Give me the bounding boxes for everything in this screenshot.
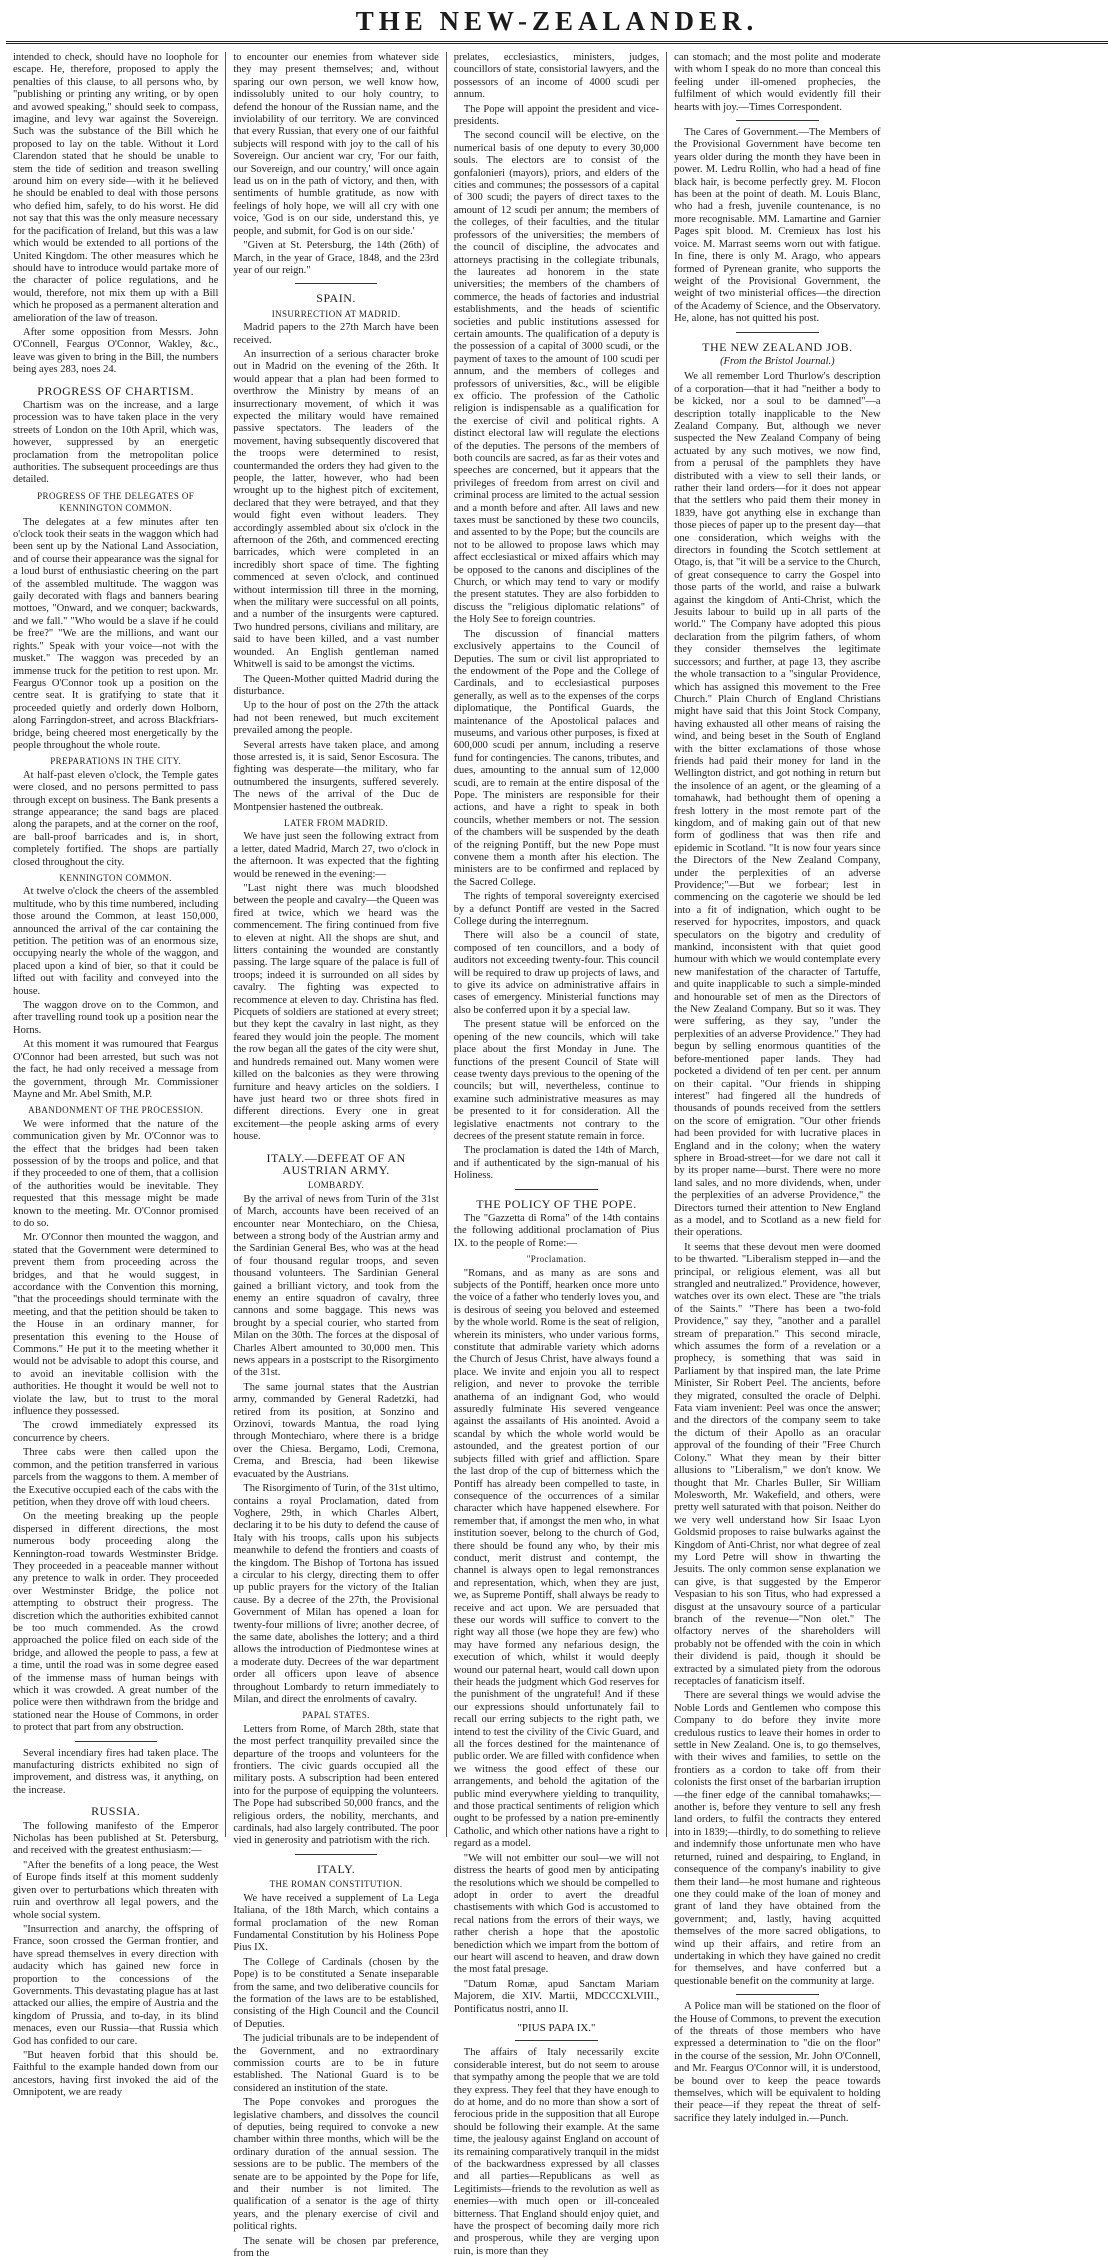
paragraph: We all remember Lord Thurlow's description of a corporation—that it had "neither a body to be kicked, nor a soul to be damned"—a description totally inapplicable to the New Zealand Company. But, although we never suspected the New Zealand Company of being actuated by any such motives, we now find, from a perusal of the pamphlets they have distributed with a view to sell their lands, or rather their land orders—for it does not appear that the settlers who paid them their money in 1839, have got anything else in exchange than those pieces of paper up to the present day—that one consideration, which weighs with the directors in founding the Scotch settlement at Otago, is, that "it will be a service to the Church, of great consequence to carry the Gospel into those parts of the world, and raise a bulwark against the kingdom of Anti-Christ, which the Jesuits labour to build up in all parts of the world." The Company have adopted this pious declaration from the pilgrim fathers, of whom they consider themselves the legitimate successors; and further, at page 13, they ascribe the whole transaction to a "singular Providence, which has assigned this movement to the Free Church." Plain Church of England Christians might have said that this Joint Stock Company, having exhausted all other means of raising the wind, and being beset in the South of England with the bitter exclamations of those whose friends had paid their money for land in the Wellington district, and got nothing in return but the insolence of an agent, or the gleaming of a tomahawk, had bethought them of opening a fresh lottery in the most remote part of the kingdom, and of making gain out of that new form of godliness that was then rife and epidemic in Scotland. "It is now four years since the Directors of the New Zealand Company, under the perplexities of an adverse Providence;"—But we forbear; lest in commencing on the cagoterie we should be led into a fit of indignation, which ought to be reserved for hypocrites, impostors, and quack speculators on the bigotry and credulity of mankind, inconsistent with that quiet good humour with which we would contemplate every new manifestation of the character of Tartuffe, and quite inapplicable to such a simple-minded and honourable set of men as the Directors of the New Zealand Company. But so it was. They were suffering, as they say, "under the perplexities of an adverse Providence." They had begun by selling enormous quantities of the before-mentioned paper lands. They had pocketed a dividend of ten per cent. per annum on their capital. "Our friends in shipping interest" had fingered all the hundreds of thousands of pounds received from the settlers on the score of emigration. "Our other friends had been provided for with lucrative places in England and in the colony; when the watery sphere in Broad-street—for we dare not call it by its proper name—burst. There were no more land sales, and no more dividends, when, under the perplexities of an adverse Providence," the Directors turned their attention to New England as a model, and to Scotland as a new field for their operations. — [674, 371, 881, 1239]
subheading: INSURRECTION AT MADRID. — [271, 308, 401, 319]
subheading: LOMBARDY. — [307, 1180, 365, 1191]
paragraph: We were informed that the nature of the communication given by Mr. O'Connor was to the effect that the bridges had been taken possession of by the troops and police, and that if they proceeded to one of them, that a collision of the authorities would be inevitable. They requested that this message might be made known to the meeting. Mr. O'Connor promised to do so. — [13, 1118, 219, 1229]
columns — [6, 52, 1108, 2260]
section-heading: ITALY. — [316, 1861, 356, 1876]
paragraph: The Risorgimento of Turin, of the 31st ultimo, contains a royal Proclamation, dated from Voghere, 29th, in which Charles Albert, declaring it to be his duty to defend the cause of Italy with his troops, calls upon his subjects meanwhile to defend the frontiers and coasts of the kingdom. The Bishop of Tortona has issued a circular to his clergy, directing them to offer up public prayers for the victory of the Italian cause. By a decree of the 27th, the Provisional Government of Milan has opened a loan for twenty-four millions of livre; another decree, of the same date, abolishes the lottery; and a third allows the introduction of Piedmontese wines at a moderate duty. Decrees of the war department order all officers upon leave of absence throughout Lombardy to return immediately to Milan, and direct the enrolments of cavalry. — [233, 1483, 439, 1705]
subheading: "Proclamation. — [526, 1254, 587, 1265]
divider — [736, 332, 819, 333]
paragraph: "Given at St. Petersburg, the 14th (26th) of March, in the year of Grace, 1848, and the 23rd year of our reign." — [233, 240, 439, 276]
paragraph: "But heaven forbid that this should be. Faithful to the example handed down from our ancestors, having first invoked the aid of the Omnipotent, we are ready — [13, 2049, 219, 2099]
paragraph: Madrid papers to the 27th March have been received. — [233, 322, 439, 346]
paragraph: At twelve o'clock the cheers of the assembled multitude, who by this time numbered, including those around the Common, at least 150,000, announced the arrival of the car containing the petition. The petition was of an enormous size, occupying nearly the whole of the waggon, and placed upon a kind of bier, so that it could be lifted out with facility and conveyed into the house. — [13, 886, 219, 997]
paragraph: At half-past eleven o'clock, the Temple gates were closed, and no persons permitted to pass through except on business. The Bank presents a strange appearance; the sand bags are placed along the parapets, and at the corner on the roof, are ball-proof barricades and is, in short, completely fortified. The shops are partially closed throughout the city. — [13, 769, 219, 868]
subheading: ABANDONMENT OF THE PROCESSION. — [28, 1105, 204, 1116]
paragraph: The Queen-Mother quitted Madrid during the disturbance. — [233, 673, 439, 697]
paragraph: "We will not embitter our soul—we will not distress the hearts of good men by anticipating the resolutions which we should be compelled to adopt in order to avert the dreadful chastisements with which God is accustomed to recal nations from the errors of their ways, we rather cherish a hope that the apostolic benediction which we impart from the bottom of our heart will ascend to heaven, and draw down the most fatal presage. — [453, 1852, 660, 1976]
section-heading: ITALY.—DEFEAT OF AN AUSTRIAN ARMY. — [266, 1150, 406, 1177]
subheading: KENNINGTON COMMON. — [59, 873, 172, 883]
paragraph: Mr. O'Connor then mounted the waggon, and stated that the Government were determined to prevent them from proceeding across the bridges, and that he would suggest, in accordance with the Convention this morning, "that the proceedings should terminate with the meeting, and that the petition should be taken to the House in an ordinary manner, for presentation this evening to the House of Commons." He put it to the meeting whether it would not be advisable to adopt this course, and to avoid an inevitable collision with the authorities. He thought it would be well not to violate the law, but to trust to the moral influence they possessed. — [13, 1232, 219, 1418]
section-heading: THE NEW ZEALAND JOB. — [702, 339, 853, 354]
paragraph: Three cabs were then called upon the common, and the petition transferred in various parcels from the waggons to them. A member of the Executive occupied each of the cabs with the petition, when they drove off with loud cheers. — [13, 1447, 219, 1508]
divider — [515, 2040, 597, 2041]
paragraph: "Romans, and as many as are sons and subjects of the Pontiff, hearken once more unto the voice of a father who tenderly loves you, and is desirous of seeing you beloved and esteemed by the whole world. Rome is the seat of religion, wherein its ministers, who under various forms, constitute that admirable variety which adorns the Church of Jesus Christ, have always found a place. We invite and enjoin you all to respect religion, and never to provoke the terrible anathema of an indignant God, who would assuredly fulminate His severed vengeance against the assailants of His anointed. Avoid a scandal by which the whole world would be astounded, and the greatest portion of our subjects filled with grief and affliction. Spare the last drop of the cup of bitterness which the Pontiff has already been compelled to taste, in consequence of the occurrences of a similar character which have happened elsewhere. For remember that, if amongst the men who, in what institution soever, belong to the church of God, there should be found any who, by their mis conduct, merit distrust and contempt, the channel is always open to legal remonstrances and representation, which, when they are just, we, as Supreme Pontiff, shall always be ready to receive and act upon. We are persuaded that these our words will suffice to convert to the right way all those (we hope they are few) who may have formed any nefarious design, the execution of which, whilst it would deeply wound our paternal heart, would call down upon their heads the judgment which God reserves for the punishment of the ungrateful! And if these our expressions should unfortunately fail to recall our erring subjects to the right path, we intend to test the civility of the Civic Guard, and all the forces destined for the maintenance of public order. We are filled with confidence when we witness the good effect of these our arrangements, and behold the agitation of the public mind everywhere yielding to tranquility, and those practical sentiments of religion which ought to be professed by a nation pre-eminently Catholic, and which other nations have a right to regard as a model. — [453, 1267, 660, 1850]
paragraph: The crowd immediately expressed its concurrence by cheers. — [13, 1420, 219, 1444]
paragraph: Up to the hour of post on the 27th the attack had not been renewed, but much excitement prevailed among the people. — [233, 700, 439, 737]
subheading: PROGRESS OF THE DELEGATES OF KENNINGTON COMMON. — [37, 490, 195, 514]
paragraph: On the meeting breaking up the people dispersed in different directions, the most numerous body proceeding along the Kennington-road towards Westminster Bridge. They proceeded in a peaceable manner without any pretence to walk in order. They proceeded over Westminster Bridge, the police not attempting to obstruct their progress. The discretion which the authorities exhibited cannot be too much commended. As the crowd approached the police filed on each side of the bridge, and allowed the people to pass, a few at a time, until the road was in some degree eased of the immense mass of human beings with which it was crowded. A great number of the police were then withdrawn from the bridge and stationed near the House of Commons, in order to protect that part from any obstruction. — [13, 1511, 219, 1734]
subheading: LATER FROM MADRID. — [284, 817, 389, 828]
paragraph: The waggon drove on to the Common, and after travelling round took up a position near the Horns. — [13, 1000, 219, 1036]
paragraph: After some opposition from Messrs. John O'Connell, Feargus O'Connor, Wakley, &c., leave was given to bring in the Bill, the numbers being ayes 283, noes 24. — [13, 326, 219, 376]
paragraph: The Pope will appoint the president and vice-presidents. — [453, 103, 660, 128]
paragraph: The delegates at a few minutes after ten o'clock took their seats in the waggon which had been sent up by the National Land Association, and of course their appearance was the signal for a loud burst of enthusiastic cheering on the part of the assembled multitude. The waggon was gaily decorated with flags and banners bearing mottoes, "Onward, and we conquer; backwards, and we fall." "Who would be a slave if he could be free?" "We are the millions, and want our rights." Speak with your voice—not with the musket." The waggon was preceded by an immense truck for the petition to rest upon. Mr. Feargus O'Connor took up a position on the centre seat. It is gratifying to state that it proceeded quietly and orderly down Holborn, along Farringdon-street, and across Blackfriars-bridge, being cheered most energetically by the people throughout the whole route. — [13, 516, 219, 751]
paragraph: By the arrival of news from Turin of the 31st of March, accounts have been received of an encounter near Montechiaro, on the Chiesa, between a strong body of the Austrian army and the Sardinian General Bes, who was at the head of four thousand regular troops, and seven thousand volunteers. The Sardinian General gained a brilliant victory, and took from the enemy an entire squadron of cavalry, three cannons and some baggage. This news was brought by a special courier, who started from Milan on the 30th. The forces at the disposal of Charles Albert amounted to 30,000 men. This news appears in a postscript to the Risorgimento of the 31st. — [233, 1193, 439, 1379]
subheading: PREPARATIONS IN THE CITY. — [50, 756, 182, 767]
paragraph: intended to check, should have no loophole for escape. He, therefore, proposed to apply the penalties of this clause, to all persons who, by "publishing or printing any writing, or by open and avowed speaking," should seek to compass, imagine, and levy war against the Sovereign. Such was the substance of the Bill which he proposed to lay on the table. Without it Lord Clarendon stated that he should be unable to stem the tide of sedition and treason swelling around him on every side—with it he believed he should be enabled to deal with those persons who defied him, safely, to do his worst. He did not say that this was the only measure necessary for the pacification of Ireland, but this was a law which would be extended to all portions of the United Kingdom. The other measures which he should have to introduce would partake more of the character of police regulations, and he would, therefore, not mix them up with a Bill which he proposed as a permanent alteration and amelioration of the law of treason. — [13, 52, 219, 324]
paragraph: Several incendiary fires had taken place. The manufacturing districts exhibited no sign of improvement, and distress was, it anything, on the increase. — [13, 1747, 219, 1796]
paragraph: The judicial tribunals are to be independent of the Government, and no extraordinary commission courts are to be in future established. The National Guard is to be considered an institution of the state. — [233, 2033, 439, 2094]
paragraph: "Insurrection and anarchy, the offspring of France, soon crossed the German frontier, and have spread themselves in every direction with audacity which has gained new force in proportion to the concessions of the Governments. This devastating plague has at last attacked our allies, the empire of Austria and the kingdom of Prussia, and to-day, in its blind menaces, even our Russia—that Russia which God has confided to our care. — [13, 1923, 219, 2047]
subheading: PAPAL STATES. — [302, 1710, 370, 1721]
paragraph: The "Gazzetta di Roma" of the 14th contains the following additional proclamation of Pius IX. to the people of Rome:— — [453, 1212, 660, 1249]
divider — [736, 1994, 819, 1995]
paragraph: "After the benefits of a long peace, the West of Europe finds itself at this moment suddenly given over to perturbations which threaten with ruin and overthrow all legal powers, and the whole social system. — [13, 1859, 219, 1921]
paragraph: Several arrests have taken place, and among those arrested is, it is said, Senor Escosura. The fighting was desperate—the military, who far outnumbered the insurgents, suffered severely. The news of the arrival of the Duc de Montpensier hastened the outbreak. — [233, 739, 439, 813]
paragraph: The present statue will be enforced on the opening of the new councils, which will take place about the first Monday in June. The functions of the present Council of State will cease twenty days previous to the opening of the councils; but will, nevertheless, continue to examine such administrative measures as may be presented to it for consideration. All the legislative enactments not contrary to the decrees of the present statute remain in force. — [453, 1019, 660, 1142]
source-note: (From the Bristol Journal.) — [720, 355, 835, 367]
paragraph: The College of Cardinals (chosen by the Pope) is to be constituted a Senate inseparable from the same, and two deliberative councils for the formation of the laws are to be established, consisting of the High Council and the Council of Deputies. — [233, 1956, 439, 2030]
column-3 — [447, 52, 667, 2257]
column-2 — [226, 52, 446, 2260]
paragraph: There will also be a council of state, composed of ten councillors, and a body of auditors not exceeding twenty-four. This council will be required to draw up projects of laws, and to give its advice on administrative affairs in cases of emergency. Ministerial functions may also be conferred upon it by a special law. — [453, 930, 660, 1016]
section-heading: PROGRESS OF CHARTISM. — [37, 383, 195, 398]
paragraph: Letters from Rome, of March 28th, state that the most perfect tranquility prevailed since the departure of the troops and volunteers for the frontiers. The civic guards occupied all the military posts. A subscription had been entered into for the purpose of equipping the volunteers. The Pope had subscribed 50,000 francs, and the religious orders, the nobility, merchants, and cardinals, had also largely contributed. The poor vied in generosity and patriotism with the rich. — [233, 1723, 439, 1847]
paragraph: The affairs of Italy necessarily excite considerable interest, but do not seem to arouse that sympathy among the people that we are told they express. They feel that they have enough to do at home, and do no more than show a sort of ferocious pride in the supposition that all Europe should be following their example. At the same time, the jealousy against England on account of its remaining comparatively tranquil in the midst of the backwardness expressed by all classes and all parties—Republicans as well as Legitimists—friends to the revolution as well as enemies—with much open or ill-concealed bitterness. That England should enjoy quiet, and have the prospect of becoming daily more rich and prosperous, while they are verging upon ruin, is more than they — [453, 2047, 660, 2257]
paragraph: The following manifesto of the Emperor Nicholas has been published at St. Petersburg, and received with the greatest enthusiasm:— — [13, 1820, 219, 1857]
divider — [736, 120, 819, 121]
paragraph: There are several things we would advise the Noble Lords and Gentlemen who compose this Company to do before they invite more credulous rustics to leave their homes in order to settle in New Zealand. One is, to go themselves, with their wives and families, to settle on the frontiers as a cordon to take off from their colonists the first onset of the barbarian irruption—the finer edge of the cannibal tomahawks;—another is, before they venture to sell any fresh land orders, to fulfil the contracts they entered into in 1839;—thirdly, to do something to relieve and indemnify those unfortunate men who have returned, ruined and despairing, to England, in consequence of the company's inability to give them their land—he most humane and righteous one they could make of the loan of money and grant of land they have obtained from the government; and, lastly, having acquitted themselves of the more sacred obligations, to wind up their affairs, and retire from an undertaking in which they have gained no credit for themselves, and have conferred but a questionable benefit on the community at large. — [674, 1690, 881, 1987]
paragraph: "Last night there was much bloodshed between the people and cavalry—the Queen was fired at twice, which we heard was the commencement. The firing continued from five to eleven at night. All the shops are shut, and litters containing the wounded are constantly passing. The large square of the palace is full of troops; indeed it is surrounded on all sides by cavalry. The fighting was expected to recommence at eleven to day. Christina has fled. Picquets of soldiers are stationed at every street; but they kept the cavalry in last night, as they feared they would join the people. The moment the row began all the gates of the city were shut, and hundreds remained out. Many women were killed on the balconies as they were throwing furniture and heavy articles on the soldiers. I have just heard two or three shots fired in different directions. Every one in great excitement—the people asking arms of every house. — [233, 883, 439, 1143]
paragraph: "Datum Romæ, apud Sanctam Mariam Majorem, die XIV. Martii, MDCCCXLVIII., Pontificatus nostri, anno II. — [453, 1978, 660, 2015]
divider — [295, 1854, 377, 1855]
signature-line: "PIUS PAPA IX." — [517, 2021, 596, 2034]
subheading: THE ROMAN CONSTITUTION. — [269, 1879, 403, 1890]
paragraph: The same journal states that the Austrian army, commanded by General Radetzki, had retired from its position, at Sonzino and Orzinovi, towards Mantua, the road lying through Montechiaro, where there is a bridge over the Chiesa. Bergamo, Lodi, Cremona, Crema, and Brescia, had been likewise evacuated by the Austrians. — [233, 1381, 439, 1480]
paragraph: can stomach; and the most polite and moderate with whom I speak do no more than conceal this feeling under ill-omened prophecies, the fulfilment of which would evidently fill their hearts with joy.—Times Correspondent. — [674, 52, 881, 113]
section-heading: SPAIN. — [316, 291, 356, 306]
paragraph: The proclamation is dated the 14th of March, and if authenticated by the sign-manual of his Holiness. — [453, 1145, 660, 1182]
paragraph: The rights of temporal sovereignty exercised by a defunct Pontiff are vested in the Sacred College during the interregnum. — [453, 891, 660, 928]
paragraph: The Cares of Government.—The Members of the Provisional Government have become ten years older during the month they have been in power. M. Ledru Rollin, who had a head of fine black hair, is become perfectly grey. M. Flocon has been at the point of death. M. Louis Blanc, who had a fresh, juvenile countenance, is no more recognisable. MM. Lamartine and Garnier Pages spit blood. M. Cremieux has lost his voice. M. Marrast seems worn out with fatigue. In fine, there is only M. Arago, who appears formed of Pyrenean granite, who supports the weight of the Provisional Government, the weight of two ministerial offices—the direction of the Academy of Science, and the Observatory. He, alone, has not quitted his post. — [674, 127, 881, 325]
paragraph: Chartism was on the increase, and a large procession was to have taken place in the very streets of London on the 10th April, which was, however, suppressed by an energetic proclamation from the metropolitan police authorities. The subsequent proceedings are thus detailed. — [13, 399, 219, 486]
section-heading: RUSSIA. — [91, 1804, 141, 1819]
paragraph: to encounter our enemies from whatever side they may present themselves; and, without sparing our own person, we well know how, indissolubly united to our holy country, to defend the honour of the Russian name, and the inviolability of our territory. We are convinced that every Russian, that every one of our faithful subjects will respond with joy to the call of his Sovereign. Our ancient war cry, 'For our faith, our Sovereign, and our country,' will once again lead us on in the path of victory, and then, with sentiments of humble gratitude, as now with feelings of holy hope, we will all cry with one voice, 'God is on our side, understand this, ye people, and submit, for God is on our side.' — [233, 52, 439, 237]
section-heading: THE POLICY OF THE POPE. — [476, 1196, 637, 1211]
paragraph: At this moment it was rumoured that Feargus O'Connor had been arrested, but such was not the fact, he had only received a message from the government, through Mr. Commissioner Mayne and Mr. Abel Smith, M.P. — [13, 1039, 219, 1100]
column-4 — [667, 52, 887, 2124]
paragraph: prelates, ecclesiastics, ministers, judges, councillors of state, consistorial lawyers, and the possessors of an income of 4000 scudi per annum. — [453, 52, 660, 101]
divider — [75, 1741, 157, 1742]
paragraph: The discussion of financial matters exclusively appertains to the Council of Deputies. The sum or civil list appropriated to the endowment of the Pope and the College of Cardinals, and to ecclesiastical purposes generally, as well as to the expenses of the corps diplomatique, the Pontifical Guards, the maintenance of the Apostolical palaces and museums, and various other purposes, is fixed at 600,000 scudi per annum, including a reserve fund for contingencies. The canons, tributes, and dues, amounting to the annual sum of 12,000 scudi, are to remain at the entire disposal of the Pope. The ministers are responsible for their actions, and have a right to speak in both councils, whether members or not. The session of the chambers will be suspended by the death of the reigning Pontiff, but the new Pope must convene them a month after his election. The ministers are to be confirmed and replaced by the Sacred College. — [453, 628, 660, 888]
column-1 — [6, 52, 226, 2099]
divider — [295, 283, 377, 284]
masthead: THE NEW-ZEALANDER. — [6, 4, 1108, 44]
paragraph: The Pope convokes and prorogues the legislative chambers, and dissolves the council of deputies, being required to convoke a new chamber within three months, which will be the ordinary duration of the annual session. The sessions are to be public. The members of the senate are to be appointed by the Pope for life, and their number is not limited. The qualification of a senator is the age of thirty years, and the plenary exercise of civil and political rights. — [233, 2097, 439, 2233]
paragraph: We have just seen the following extract from a letter, dated Madrid, March 27, two o'clock in the afternoon. It was expected that the fighting would be renewed in the evening:— — [233, 831, 439, 880]
paragraph: An insurrection of a serious character broke out in Madrid on the evening of the 26th. It would appear that a plan had been formed to overthrow the Ministry by means of an insurrectionary movement, of which it was expected the military would have remained passive spectators. The leaders of the movement, having subsequently discovered that the troops were determined to resist, countermanded the orders they had given to the people, the latter, however, who had been wrought up to the highest pitch of excitement, declared that they were betrayed, and that they would fight even without leaders. They accordingly assembled about six o'clock in the afternoon of the 26th, and commenced erecting barricades, which were completed in an incredibly short space of time. The fighting commenced at seven o'clock, and continued without intermission till three in the morning, when the military were successful on all points, and a number of the insurgents were captured. Two hundred persons, civilians and military, are said to have been killed, and a vast number wounded. An English gentleman named Whitwell is said to be amongst the victims. — [233, 348, 439, 671]
paragraph: It seems that these devout men were doomed to be thwarted. "Liberalism stepped in—and the principal, or religious element, was all but strangled and neutralized." Providence, however, watches over its own elect. These are "the trials of the Saints." "There has been a two-fold Providence," say they, "another and a parallel stream of preparation." This second miracle, which assumes the form of a revelation or a prophecy, is something that was said in Parliament by that inspired man, the late Prime Minister, Sir Robert Peel. The ancients, before they migrated, consulted the oracle of Delphi. Fata viam invenient: Peel was once the answer; and the directors of the company seem to take the dictum of their Apollo as an oracular approval of the founding of their "Free Church Colony." What they mean by their bitter allusions to "Liberalism," we don't know. We thought that Mr. Charles Buller, Sir William Molesworth, Mr. Wakefield, and others, were pretty well saturated with that poison. Neither do we very well understand how Sir Isaac Lyon Goldsmid proposes to raise bulwarks against the Kingdom of Anti-Christ, nor what degree of zeal my Lord Petre will show in thwarting the Jesuits. The only common sense explanation we can give, is that suggested by the Emperor Vespasian to his son Titus, who had expressed a disgust at the unsavoury source of a particular branch of the revenue—"Non olet." The olfactory nerves of the shareholders will probably not be offended with the coin in which their dividend is paid, though it should be extracted by a simulated piety from the odorous receptacles of fanaticism itself. — [674, 1241, 881, 1687]
paragraph: The second council will be elective, on the numerical basis of one deputy to every 30,000 souls. The electors are to consist of the gonfalonieri (mayors), priors, and elders of the cities and communes; the possessors of a capital of 300 scudi; the payers of direct taxes to the amount of 12 scudi per annum; the members of the colleges, of their faculties, and the titular professors of the universities; the members of the council of discipline, the advocates and attorneys practising in the collegiate tribunals, the laureates ad honorem in the state universities; the members of the chambers of commerce, the heads of factories and industrial establishments, and the heads of scientific societies and public institutions assessed for certain amounts. The qualification of a deputy is the possession of a capital of 3000 scudi, or the payment of taxes to the amount of 100 scudi per annum, and the members of colleges and professors of universities, &c., will be eligible ex officio. The profession of the Catholic religion is indispensable as a qualification for the exercise of civil and political rights. A distinct electoral law will regulate the elections of the deputies. The persons of the members of both councils are sacred, as far as their votes and speeches are concerned, but it appears that the privileges of freedom from arrest on civil and criminal process are limited to the actual session and a month before and after. All laws and new taxes must be sanctioned by these two councils, and assented to by the Pope; but the councils are not to be allowed to propose laws which may affect ecclesiastical or mixed affairs which may be opposed to the canons and disciplines of the Church, or which may tend to vary or modify the present statutes. They are also forbidden to discuss the "religious diplomatic relations" of the Holy See to foreign countries. — [453, 130, 660, 626]
paragraph: We have received a supplement of La Lega Italiana, of the 18th March, which contains a formal proclamation of the new Roman Fundamental Constitution by his Holiness Pope Pius IX. — [233, 1892, 439, 1954]
paragraph: The senate will be chosen par preference, from the — [233, 2235, 439, 2260]
paragraph: A Police man will be stationed on the floor of the House of Commons, to prevent the execution of the threats of those members who have expressed a determination to "die on the floor" in the course of the session, Mr. John O'Connell, and Mr. Feargus O'Connor will, it is understood, be bound over to keep the peace towards themselves, which will be equivalent to holding their peace—if they repeat the threat of self-sacrifice they lately indulged in.—Punch. — [674, 2001, 881, 2124]
divider — [515, 1189, 597, 1190]
